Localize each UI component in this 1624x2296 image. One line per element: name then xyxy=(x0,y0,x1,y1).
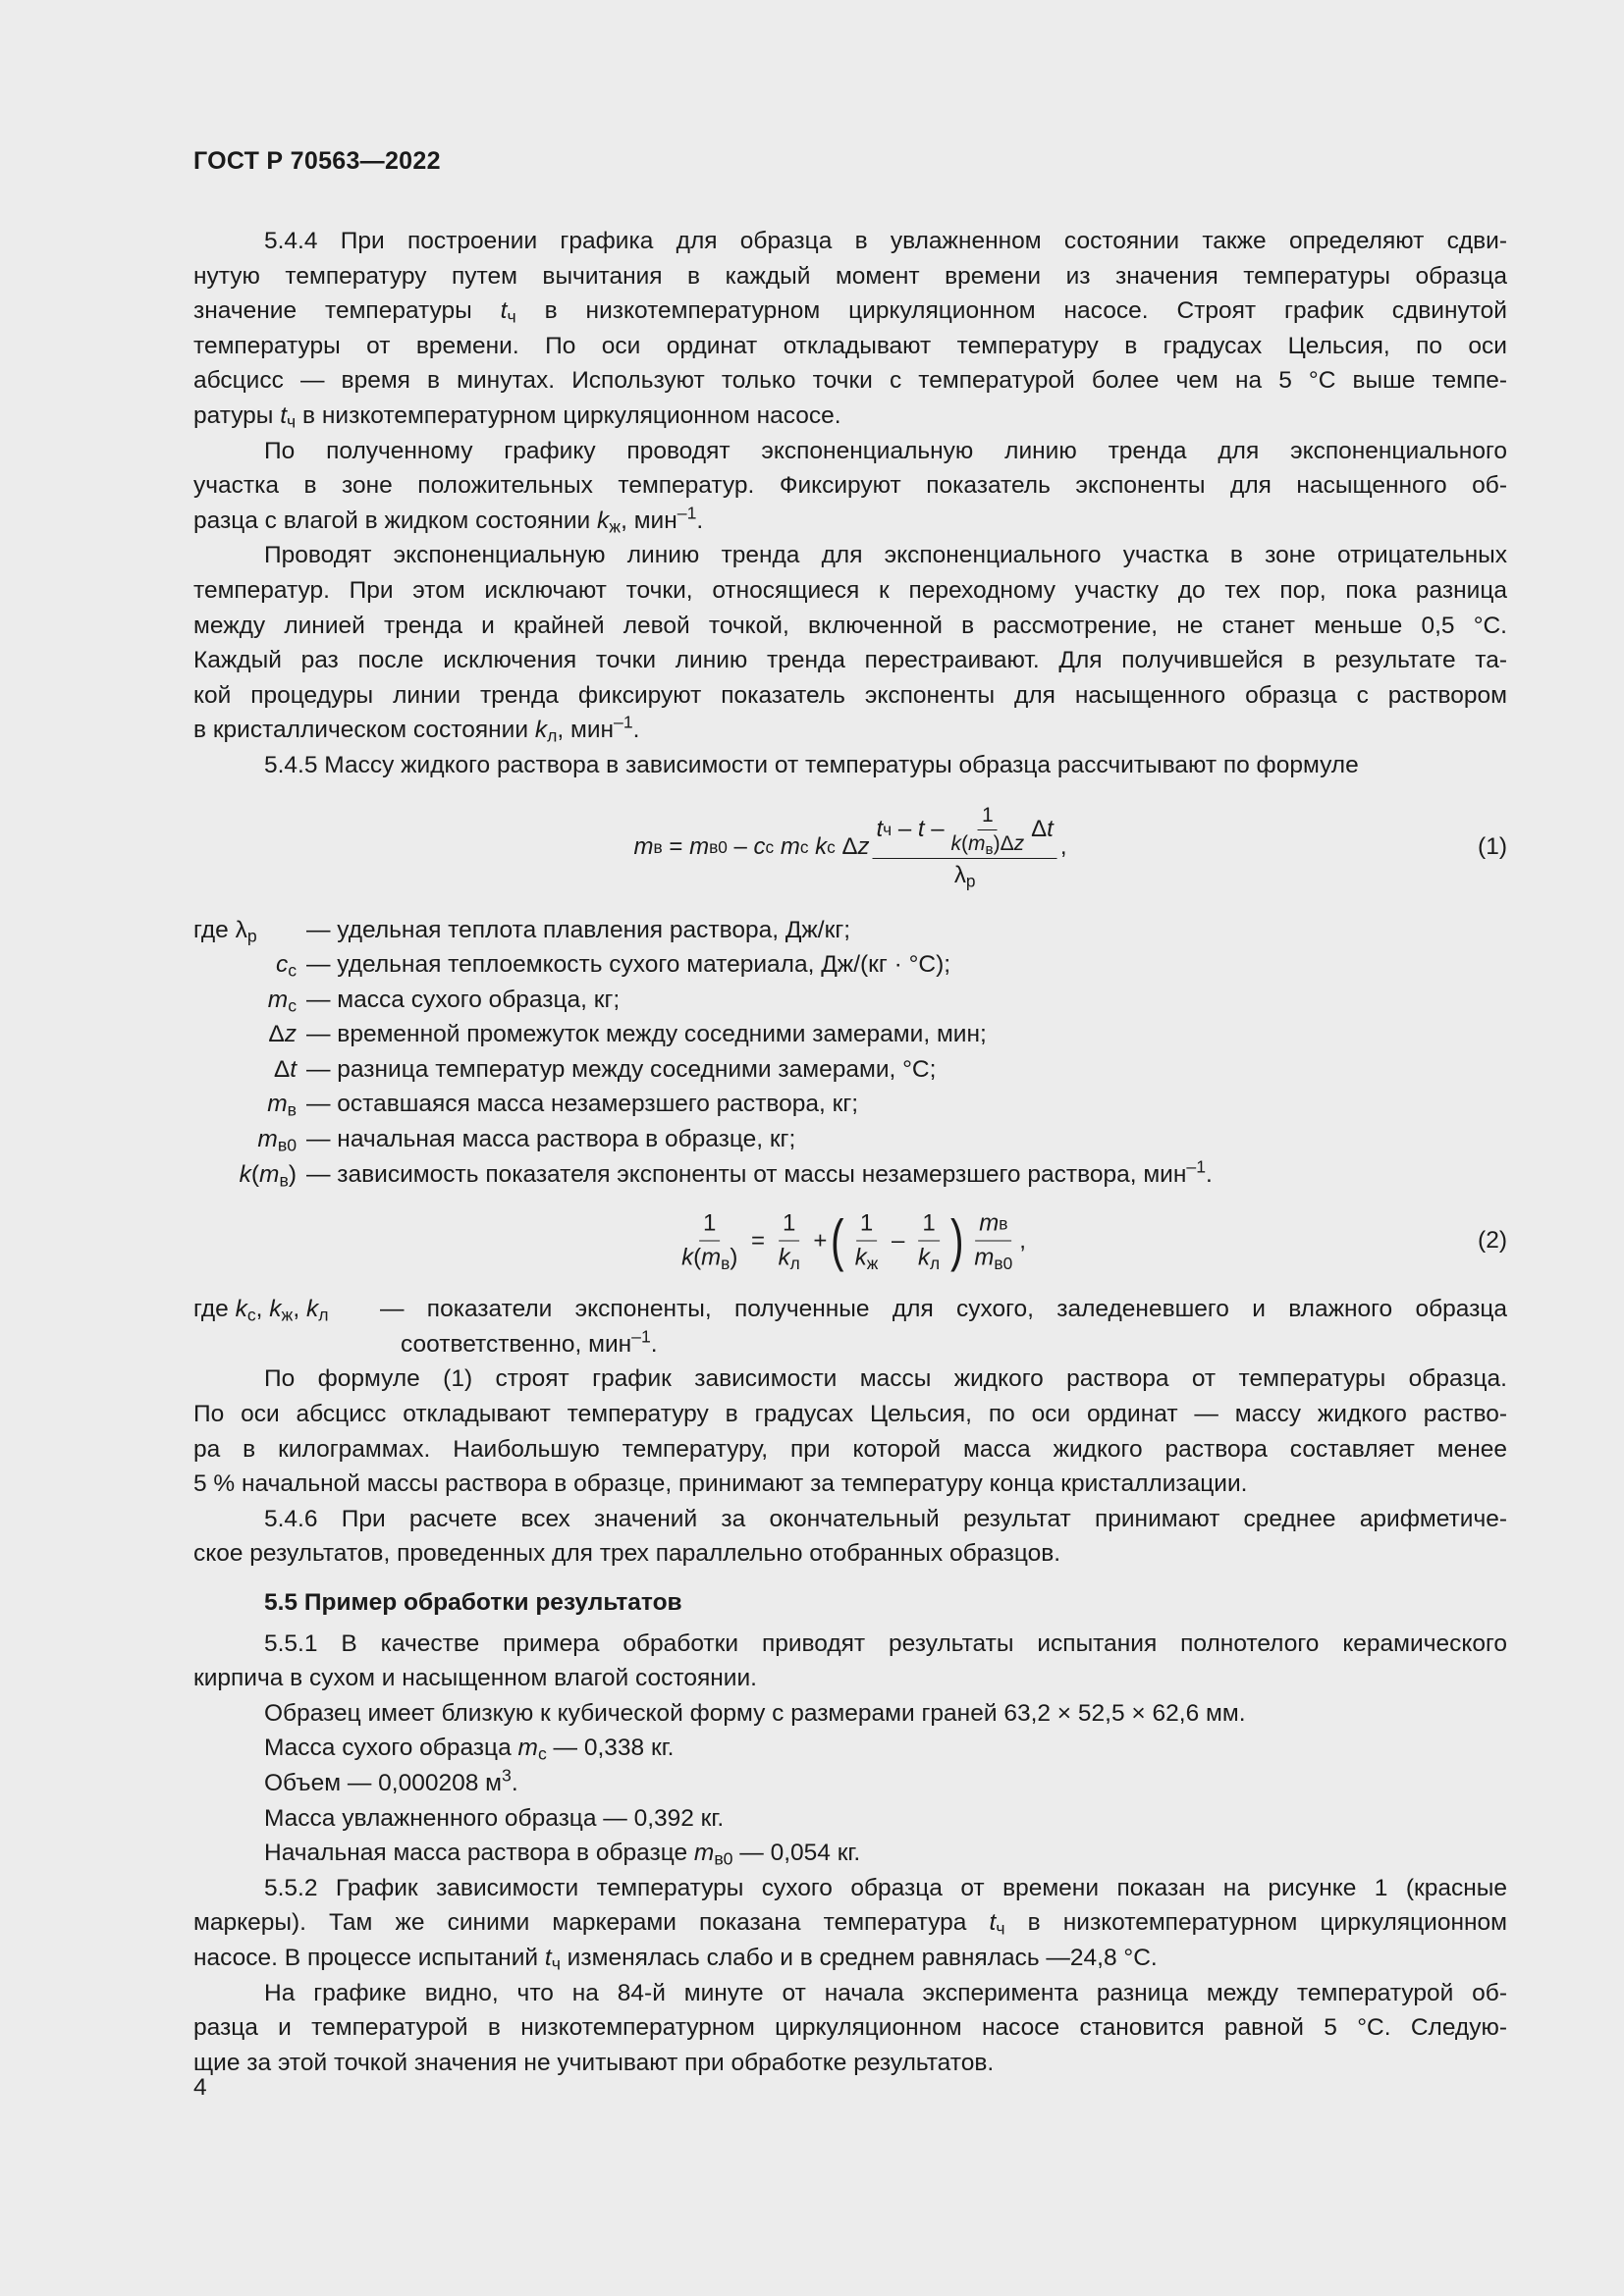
text-line: температур. При этом исключают точки, относящиеся к переходному участку до тех пор, пока разница xyxy=(193,576,1507,604)
text-line: Проводят экспоненциальную линию тренда для экспоненциального участка в зоне отрицательных xyxy=(264,542,1507,569)
definition-row: $m_в$ — оставшаяся масса незамерзшего раствора, кг; xyxy=(267,1091,859,1120)
document-body xyxy=(193,224,1507,2080)
text-line: 5.5.1 В качестве примера обработки приводят результаты испытания полнотелого керамического xyxy=(264,1629,1507,1657)
definition-row: Δt — разница температур между соседними замерами, °С; xyxy=(273,1055,937,1083)
definition-row: $m_{в0}$ — начальная масса раствора в образце, кг; xyxy=(257,1126,796,1155)
definition-row: $k(m_в)$ — зависимость показателя экспоненты от массы незамерзшего раствора, мин$^{-1}$. xyxy=(239,1155,1213,1191)
sample-properties xyxy=(193,1696,1507,1871)
formula-1-expression: m в = m в0 – c с m с k с Δ z t ч – t – $\frac{1}{k(m_в)\Delta z}$ Δ t $\lambda_р$ , xyxy=(633,803,1067,890)
text-line: кирпича в сухом и насыщенном влагой состоянии. xyxy=(193,1665,757,1692)
text-line: ское результатов, проведенных для трех параллельно отобранных образцов. xyxy=(193,1540,1061,1568)
text-line: На графике видно, что на 84-й минуте от начала эксперимента разница между температурой об- xyxy=(264,1979,1507,2006)
text-line: маркеры). Там же синими маркерами показана температура $t_ч$ в низкотемпературном циркуляционном xyxy=(193,1909,1507,1939)
paragraph-5-4-6 xyxy=(193,1502,1507,1572)
text-line: Масса сухого образца $m_с$ — 0,338 кг. xyxy=(264,1735,675,1764)
text-line: нутую температуру путем вычитания в каждый момент времени из значения температуры образца xyxy=(193,262,1507,290)
definition-row: где $\lambda_р$ — удельная теплота плавления раствора, Дж/кг; xyxy=(193,916,851,945)
paragraph-graph-observation xyxy=(193,1976,1507,2081)
text-line: По оси абсцисс откладывают температуру в градусах Цельсия, по оси ординат — массу жидкого раство- xyxy=(193,1401,1507,1428)
section-title-5-5: 5.5 Пример обработки результатов xyxy=(264,1589,682,1616)
paragraph-exp-positive xyxy=(193,434,1507,539)
formula-1 xyxy=(193,789,1507,905)
paragraph-5-5-2 xyxy=(193,1871,1507,1976)
paragraph-exp-negative xyxy=(193,538,1507,748)
text-line: разца и температурой в низкотемпературном циркуляционном насосе становится равной 5 °С. Следую- xyxy=(193,2014,1507,2042)
formula-1-definitions xyxy=(193,913,1507,1193)
text-line: 5.4.6 При расчете всех значений за окончательный результат принимают среднее арифметиче- xyxy=(264,1505,1507,1532)
text-line: По формуле (1) строят график зависимости массы жидкого раствора от температуры образца. xyxy=(264,1365,1507,1393)
paragraph-5-4-5: 5.4.5 Массу жидкого раствора в зависимости от температуры образца рассчитывают по формуле xyxy=(264,751,1359,778)
page-number: 4 xyxy=(193,2074,207,2101)
definition-row: Δz — временной промежуток между соседними замерами, мин; xyxy=(268,1021,987,1048)
text-line: Объем — 0,000208 $м^3$. xyxy=(264,1765,518,1796)
text-line: абсцисс — время в минутах. Используют только точки с температурой более чем на 5 °С выше темпе- xyxy=(193,367,1507,395)
text-line: ра в килограммах. Наибольшую температуру, при которой масса жидкого раствора составляет менее xyxy=(193,1435,1507,1463)
text-line: между линией тренда и крайней левой точкой, включенной в рассмотрение, не станет меньше 0,5 °С. xyxy=(193,612,1507,639)
paragraph-formula-1-graph xyxy=(193,1362,1507,1501)
formula-2 xyxy=(193,1196,1507,1286)
text-line: ратуры $t_ч$ в низкотемпературном циркуляционном насосе. xyxy=(193,401,841,432)
text-line: температуры от времени. По оси ординат откладывают температуру в градусах Цельсия, по оси xyxy=(193,332,1507,359)
text-line: кой процедуры линии тренда фиксируют показатель экспоненты для насыщенного образца с раствором xyxy=(193,681,1507,709)
document-header: ГОСТ Р 70563—2022 xyxy=(193,147,441,175)
formula-1-number: (1) xyxy=(1478,832,1507,860)
text-line: 5.4.4 При построении графика для образца в увлажненном состоянии также определяют сдви- xyxy=(264,228,1507,254)
text-line: 5 % начальной массы раствора в образце, принимают за температуру конца кристаллизации. xyxy=(193,1470,1248,1498)
text-line: Каждый раз после исключения точки линию тренда перестраивают. Для получившейся в результате та- xyxy=(193,647,1507,674)
text-line: Образец имеет близкую к кубической форму с размерами граней 63,2 × 52,5 × 62,6 мм. xyxy=(264,1699,1246,1727)
formula-2-definitions: где $k_с$, $k_ж$, $k_л$ — показатели экспоненты, полученные для сухого, заледеневшего и влажного образца соответственно, мин$^{-1}$. xyxy=(193,1296,1507,1358)
text-line: в кристаллическом состоянии $k_л$, мин$^{-1}$. xyxy=(193,712,640,746)
text-line: насосе. В процессе испытаний $t_ч$ изменялась слабо и в среднем равнялась —24,8 °С. xyxy=(193,1944,1158,1974)
text-line: Масса увлажненного образца — 0,392 кг. xyxy=(264,1804,725,1832)
paragraph-5-5-1 xyxy=(193,1627,1507,1696)
text-line: 5.5.2 График зависимости температуры сухого образца от времени показан на рисунке 1 (красные xyxy=(264,1874,1507,1901)
definition-row: $c_с$ — удельная теплоемкость сухого материала, Дж/(кг · °С); xyxy=(275,951,951,981)
paragraph-5-4-4 xyxy=(193,224,1507,434)
formula-2-number: (2) xyxy=(1478,1227,1507,1255)
formula-2-expression: $\frac{1}{k(m_в)}$ = $\frac{1}{k_л}$ + ( $\frac{1}{k_ж}$ – $\frac{1}{k_л}$ ) m в $m_{в0}$ , xyxy=(681,1208,1026,1274)
text-line: разца с влагой в жидком состоянии $k_ж$, мин$^{-1}$. xyxy=(193,503,704,537)
text-line: Начальная масса раствора в образце $m_{в0}$ — 0,054 кг. xyxy=(264,1840,861,1869)
text-line: значение температуры $t_ч$ в низкотемпературном циркуляционном насосе. Строят график сдвинутой xyxy=(193,297,1507,327)
formula-1-main-fraction: t ч – t – $\frac{1}{k(m_в)\Delta z}$ Δ t $\lambda_р$ xyxy=(873,804,1057,890)
text-line: По полученному графику проводят экспоненциальную линию тренда для экспоненциального xyxy=(264,437,1507,464)
definition-row: $m_с$ — масса сухого образца, кг; xyxy=(267,986,621,1016)
text-line: участка в зоне положительных температур. Фиксируют показатель экспоненты для насыщенного об- xyxy=(193,472,1507,500)
text-line: щие за этой точкой значения не учитывают при обработке результатов. xyxy=(193,2049,995,2076)
